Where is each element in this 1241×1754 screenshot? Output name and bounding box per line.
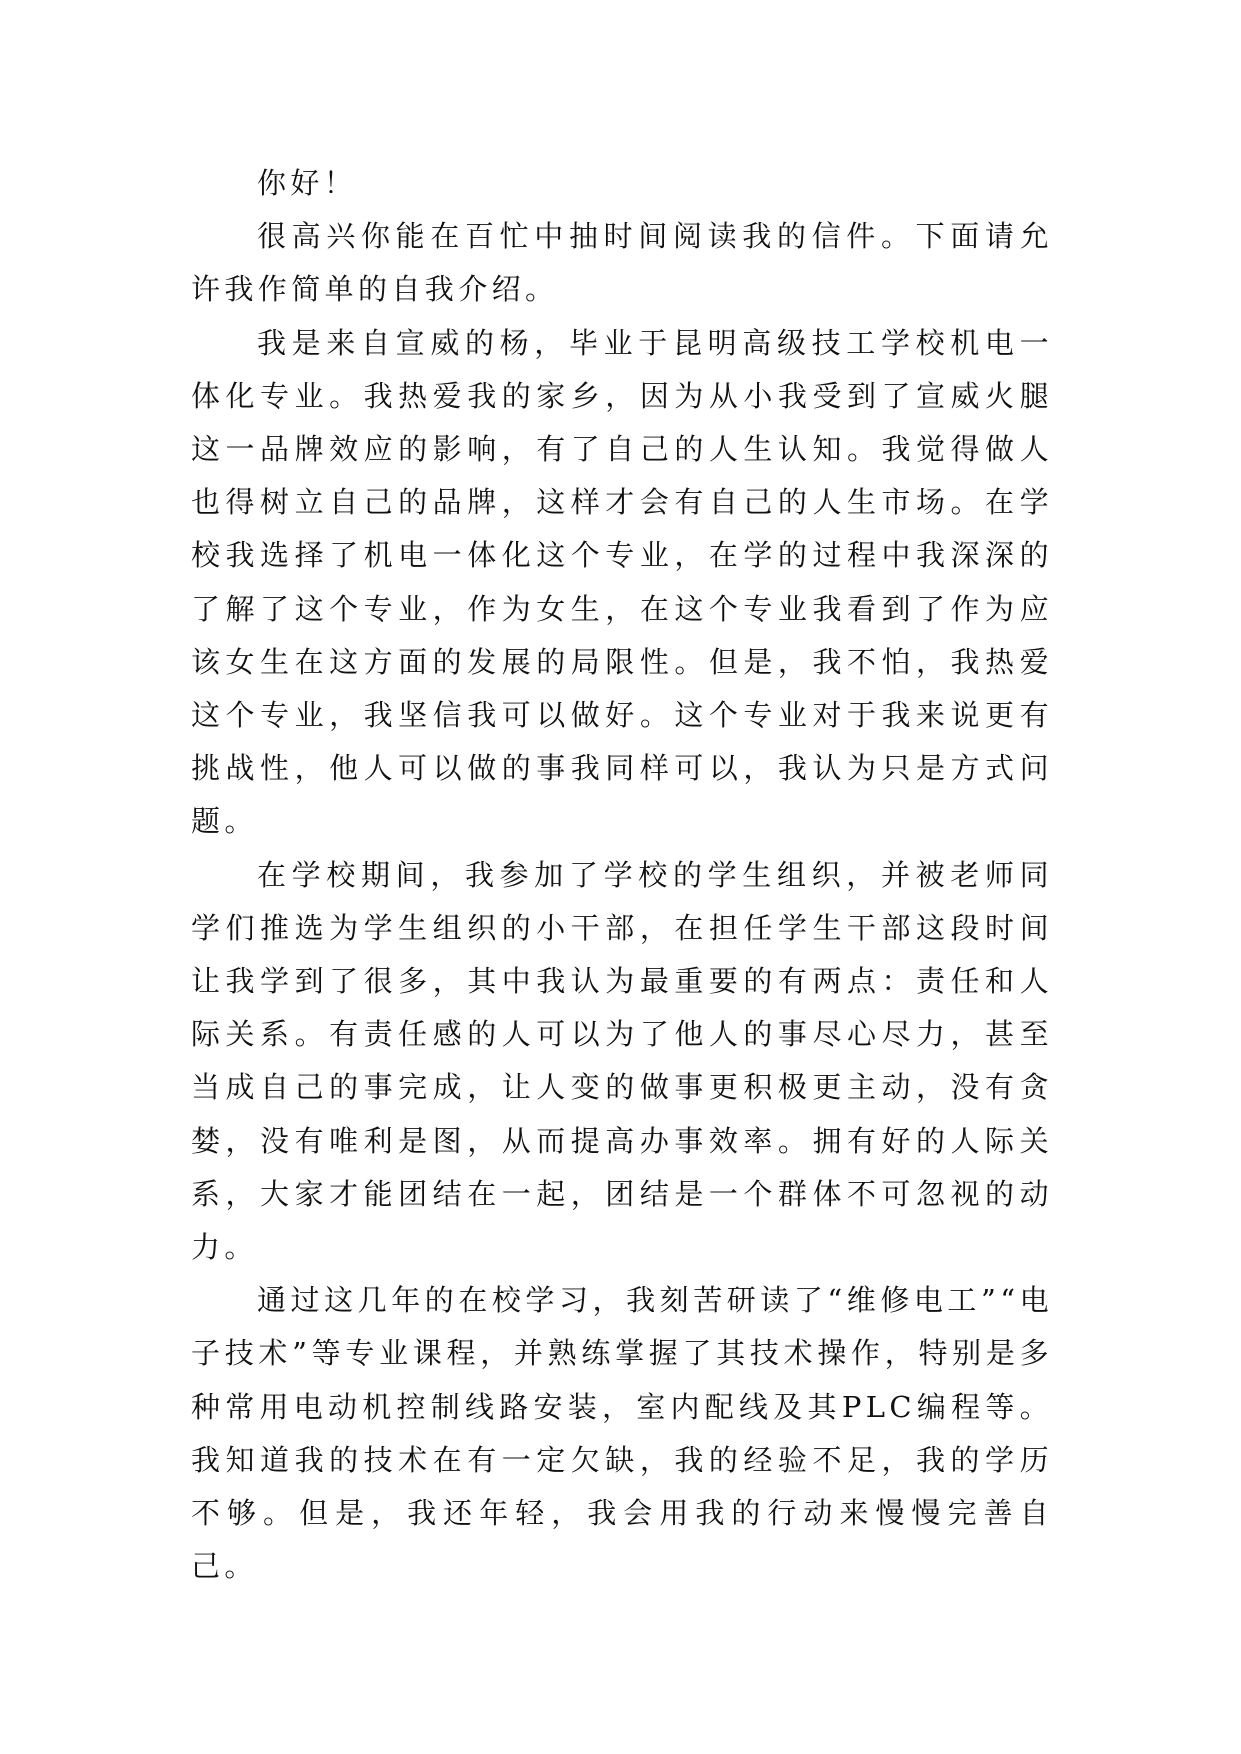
paragraph-background: 我是来自宣威的杨，毕业于昆明高级技工学校机电一体化专业。我热爱我的家乡，因为从小我受到了宣威火腿这一品牌效应的影响，有了自己的人生认知。我觉得做人也得树立自己的品牌，这样才会有自己的人生市场。在学校我选择了机电一体化这个专业，在学的过程中我深深的了解了这个专业，作为女生，在这个专业我看到了作为应该女生在这方面的发展的局限性。但是，我不怕，我热爱这个专业，我坚信我可以做好。这个专业对于我来说更有挑战性，他人可以做的事我同样可以，我认为只是方式问题。 xyxy=(191,325,1053,839)
paragraph-introduction: 很高兴你能在百忙中抽时间阅读我的信件。下面请允许我作简单的自我介绍。 xyxy=(191,219,1053,307)
paragraph-skills: 通过这几年的在校学习，我刻苦研读了“维修电工”“电子技术”等专业课程，并熟练掌握了其技术操作，特别是多种常用电动机控制线路安装，室内配线及其PLC编程等。我知道我的技术在有一定欠缺，我的经验不足，我的学历不够。但是，我还年轻，我会用我的行动来慢慢完善自己。 xyxy=(191,1283,1053,1584)
paragraph-school-experience: 在学校期间，我参加了学校的学生组织，并被老师同学们推选为学生组织的小干部，在担任学生干部这段时间让我学到了很多，其中我认为最重要的有两点：责任和人际关系。有责任感的人可以为了他人的事尽心尽力，甚至当成自己的事完成，让人变的做事更积极更主动，没有贪婪，没有唯利是图，从而提高办事效率。拥有好的人际关系，大家才能团结在一起，团结是一个群体不可忽视的动力。 xyxy=(191,857,1053,1265)
letter-body xyxy=(191,157,1053,1593)
letter-greeting: 你好！ xyxy=(257,166,358,200)
